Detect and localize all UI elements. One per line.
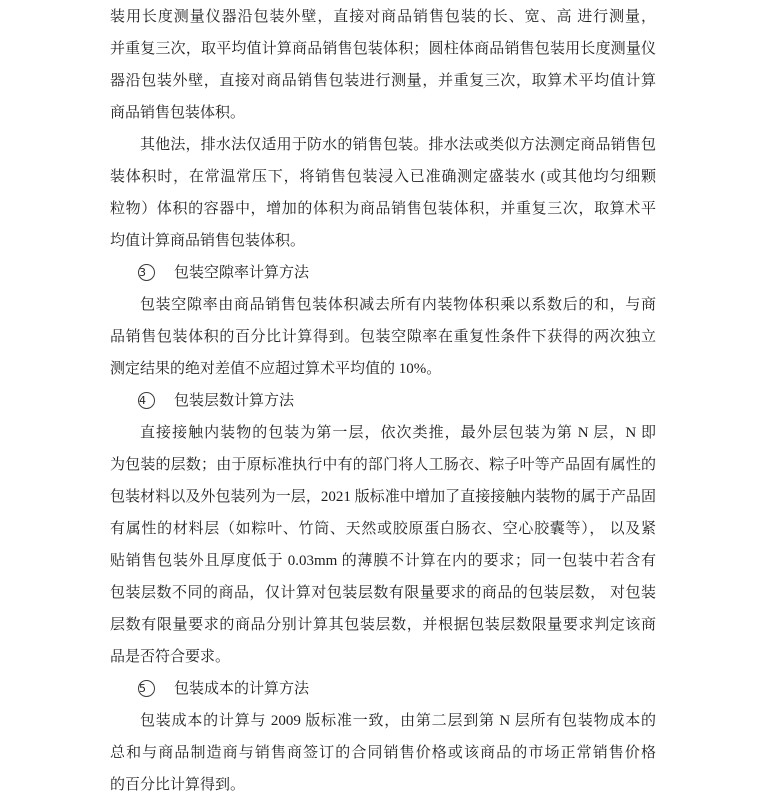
- heading-title: 包装空隙率计算方法: [174, 265, 310, 281]
- circled-number-icon: 5: [138, 680, 155, 697]
- text-line: 包装材料以及外包装列为一层，2021 版标准中增加了直接接触内装物的属于产品固: [110, 489, 656, 505]
- text-line: 品是否符合要求。: [110, 649, 231, 665]
- text-line: 直接接触内装物的包装为第一层，依次类推，最外层包装为第 N 层，N 即: [140, 425, 656, 441]
- section-heading: [110, 385, 656, 417]
- text-line: 贴销售包装外且厚度低于 0.03mm 的薄膜不计算在内的要求；同一包装中若含有: [110, 553, 656, 569]
- text-line: 均值计算商品销售包装体积。: [110, 233, 306, 249]
- text-line: 包装空隙率由商品销售包装体积减去所有内装物体积乘以系数后的和，与商: [140, 297, 656, 313]
- text-line: 装体积时，在常温常压下，将销售包装浸入已准确测定盛装水 (或其他均匀细颗: [110, 169, 656, 185]
- section-heading: [110, 673, 656, 705]
- heading-title: 包装成本的计算方法: [174, 681, 310, 697]
- text-line: 器沿包装外壁，直接对商品销售包装进行测量，并重复三次，取算术平均值计算: [110, 73, 656, 89]
- text-line: 并重复三次，取平均值计算商品销售包装体积；圆柱体商品销售包装用长度测量仪: [110, 41, 656, 57]
- text-line: 层数有限量要求的商品分别计算其包装层数，并根据包装层数限量要求判定该商: [110, 617, 656, 633]
- text-line: 商品销售包装体积。: [110, 105, 246, 121]
- document-body: [110, 1, 656, 801]
- text-line: 为包装的层数；由于原标准执行中有的部门将人工肠衣、粽子叶等产品固有属性的: [110, 457, 656, 473]
- section-heading: [110, 257, 656, 289]
- text-line: 测定结果的绝对差值不应超过算术平均值的 10%。: [110, 361, 442, 377]
- circled-number-icon: 4: [138, 392, 155, 409]
- text-line: 品销售包装体积的百分比计算得到。包装空隙率在重复性条件下获得的两次独立: [110, 329, 656, 345]
- text-line: 的百分比计算得到。: [110, 777, 246, 793]
- text-line: 粒物）体积的容器中，增加的体积为商品销售包装体积，并重复三次，取算术平: [110, 201, 656, 217]
- circled-number-icon: 3: [138, 264, 155, 281]
- text-line: 其他法，排水法仅适用于防水的销售包装。排水法或类似方法测定商品销售包: [140, 137, 656, 153]
- text-line: 包装成本的计算与 2009 版标准一致，由第二层到第 N 层所有包装物成本的: [140, 713, 656, 729]
- text-line: 包装层数不同的商品，仅计算对包装层数有限量要求的商品的包装层数， 对包装: [110, 585, 656, 601]
- text-line: 有属性的材料层（如粽叶、竹筒、天然或胶原蛋白肠衣、空心胶囊等）， 以及紧: [110, 521, 656, 537]
- heading-title: 包装层数计算方法: [174, 393, 295, 409]
- text-line: 总和与商品制造商与销售商签订的合同销售价格或该商品的市场正常销售价格: [110, 745, 656, 761]
- text-line: 装用长度测量仪器沿包装外壁，直接对商品销售包装的长、宽、高 进行测量，: [110, 9, 656, 25]
